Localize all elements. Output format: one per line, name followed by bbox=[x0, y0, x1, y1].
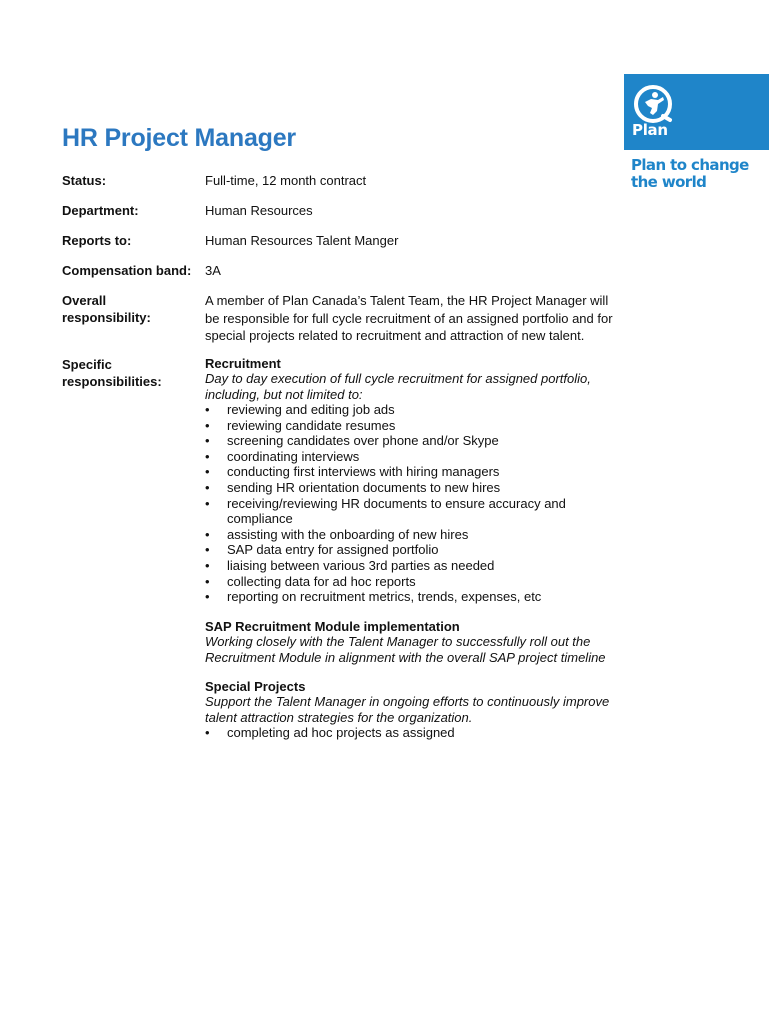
desc-line: talent attraction strategies for the organization. bbox=[205, 709, 473, 725]
department-label: Department: bbox=[62, 203, 139, 218]
plan-logo bbox=[624, 74, 769, 150]
reports-to-label: Reports to: bbox=[62, 233, 132, 248]
tagline-line: Plan to change bbox=[631, 156, 749, 174]
sap-description bbox=[205, 634, 625, 665]
logo-wordmark: Plan bbox=[632, 121, 668, 139]
special-projects-description bbox=[205, 694, 625, 725]
compensation-value: 3A bbox=[205, 263, 221, 278]
specific-label bbox=[62, 356, 197, 390]
list-item: • SAP data entry for assigned portfolio bbox=[205, 542, 585, 558]
desc-line: Day to day execution of full cycle recruitment for assigned portfolio, bbox=[205, 371, 591, 386]
special-projects-heading: Special Projects bbox=[205, 679, 306, 694]
recruitment-list bbox=[205, 402, 585, 605]
list-item: • sending HR orientation documents to new hires bbox=[205, 480, 585, 496]
overall-label bbox=[62, 292, 197, 326]
list-item: • completing ad hoc projects as assigned bbox=[205, 725, 585, 741]
list-item: • collecting data for ad hoc reports bbox=[205, 574, 585, 590]
specific-label-line: responsibilities: bbox=[62, 374, 162, 389]
compensation-label: Compensation band: bbox=[62, 263, 192, 278]
page-title: HR Project Manager bbox=[62, 124, 296, 152]
department-value: Human Resources bbox=[205, 203, 313, 218]
list-item: • receiving/reviewing HR documents to ensure accuracy and compliance bbox=[205, 496, 585, 527]
desc-line: including, but not limited to: bbox=[205, 386, 363, 402]
sap-heading: SAP Recruitment Module implementation bbox=[205, 619, 460, 634]
overall-label-line: responsibility: bbox=[62, 310, 151, 325]
status-label: Status: bbox=[62, 173, 107, 188]
specific-label-line: Specific bbox=[62, 357, 112, 372]
desc-line: Working closely with the Talent Manager to successfully roll out the bbox=[205, 634, 591, 649]
reports-to-value: Human Resources Talent Manger bbox=[205, 233, 399, 248]
list-item: • reviewing and editing job ads bbox=[205, 402, 585, 418]
recruitment-description bbox=[205, 371, 625, 402]
list-item: • assisting with the onboarding of new hires bbox=[205, 527, 585, 543]
plan-logo-icon bbox=[633, 84, 673, 124]
overall-value: A member of Plan Canada’s Talent Team, the HR Project Manager will be responsible for full cycle recruitment of an assigned portfolio and for special projects related to recruitment and attraction of new talent. bbox=[205, 293, 613, 343]
list-item: • conducting first interviews with hiring managers bbox=[205, 464, 585, 480]
list-item: • reviewing candidate resumes bbox=[205, 418, 585, 434]
list-item: • reporting on recruitment metrics, trends, expenses, etc bbox=[205, 589, 585, 605]
desc-line: Recruitment Module in alignment with the overall SAP project timeline bbox=[205, 649, 606, 665]
list-item: • coordinating interviews bbox=[205, 449, 585, 465]
tagline-line: the world bbox=[631, 173, 707, 191]
status-value: Full-time, 12 month contract bbox=[205, 173, 367, 188]
list-item: • screening candidates over phone and/or Skype bbox=[205, 433, 585, 449]
recruitment-heading: Recruitment bbox=[205, 356, 281, 371]
list-item: • liaising between various 3rd parties as needed bbox=[205, 558, 585, 574]
desc-line: Support the Talent Manager in ongoing efforts to continuously improve bbox=[205, 694, 610, 709]
special-projects-list bbox=[205, 725, 585, 741]
logo-tagline bbox=[631, 157, 767, 191]
overall-label-line: Overall bbox=[62, 293, 107, 308]
